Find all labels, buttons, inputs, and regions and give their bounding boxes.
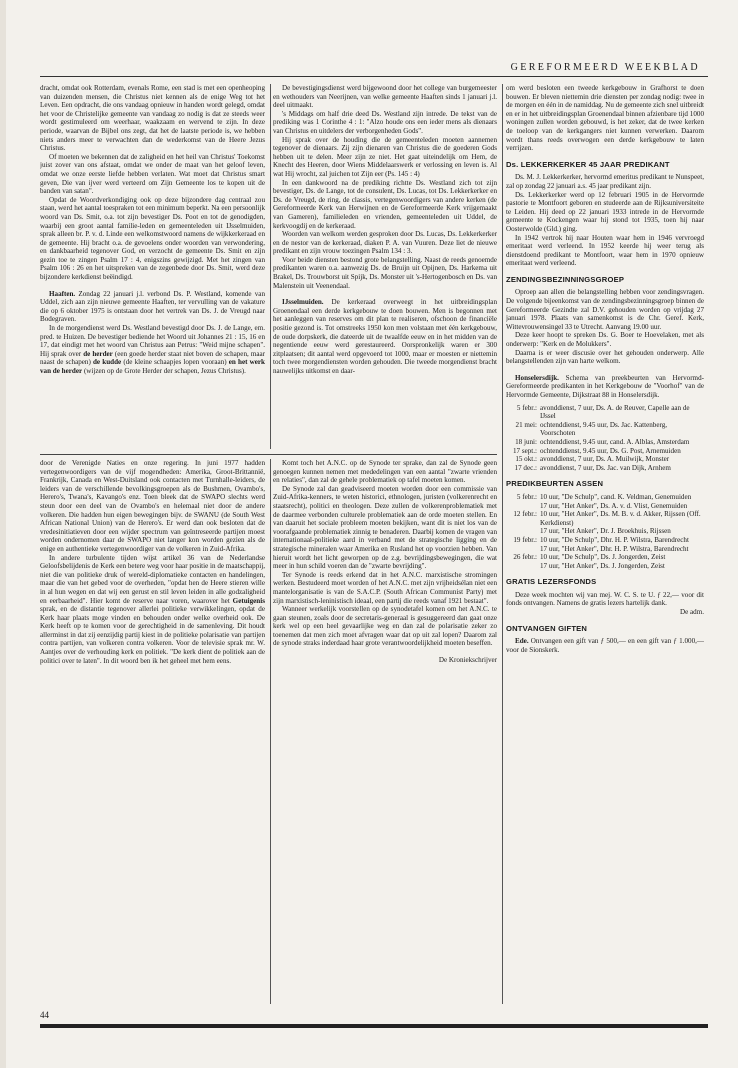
paragraph: De bevestigingsdienst werd bijgewoond door het college van burgemeester en wethouders van Neerijnen, van welke gemeente Haaften sinds 1 januari j.l. deel uitmaakt.	[273, 84, 497, 110]
paragraph: om werd besloten een tweede kerkgebouw in Grafhorst te doen bouwen. Er bleven niettemin drie diensten per zondag nodig: twee in de morgen en één in de namiddag. Nu de gemeente zich snel uitbreidt en er in het uitbreidingsplan Groenendaal binnen afzienbare tijd 1000 woningen zullen worden gebouwd, is het zeker, dat de twee kerken de toeloop van de kerkgangers niet kunnen verwerken. Daarom wordt thans reeds overwogen een derde kerkgebouw te laten verrijzen.	[506, 84, 704, 153]
section-heading-gratis: GRATIS LEZERSFONDS	[506, 577, 597, 587]
scan-edge	[0, 0, 6, 1068]
bottom-bar	[40, 1024, 708, 1028]
column-2-top	[273, 84, 497, 452]
column-divider	[502, 84, 503, 1004]
paragraph: Ds. M. J. Lekkerkerker, hervormd emeritus predikant te Nunspeet, zal op zondag 22 januari a.s. 45 jaar predikant zijn.	[506, 173, 704, 190]
schedule-row: 17 uur, "Het Anker", Ds. A. v. d. Vlist, Genemuiden	[540, 501, 688, 510]
column-2-bottom	[273, 459, 497, 1007]
schedule-row: 12 febr.: 10 uur, "Het Anker", Ds. M. B. v. d. Akker, Rijssen (Off. Kerkdienst)	[513, 510, 701, 527]
paragraph: In 1942 vertrok hij naar Houten waar hem in 1946 vervroegd emeritaat werd verleend. In 1952 keerde hij weer terug als dienstdoend predikant te Montfoort, waar hem in 1970 opnieuw emeritaat werd verleend.	[506, 233, 704, 268]
schedule-row: 15 okt.: avonddienst, 7 uur, Ds. A. Muilwijk, Monster	[515, 455, 670, 464]
place-lead: Ede.	[515, 637, 529, 646]
column-divider	[270, 84, 271, 449]
paragraph: Opdat de Woordverkondiging ook op deze bijzondere dag centraal zou staan, werd het aantal toespraken tot een minimum beperkt. Na een persoonlijk woord van Ds. Smit, o.a. tot zijn bevestiger Ds. Poot en tot de genodigden, waarbij een groot aantal familie-leden en gemeenteleden uit IJsselmuiden, sprak alleen br. P. v. d. Linde een welkomstwoord namens de wijkkerkeraad en de gemeente. Hij bracht o.a. de gevoelens onder woorden van verwondering, en dankbaarheid tegenover God, en verzocht de gemeente Ds. Smit en zijn gezin toe te zingen Psalm 17 : 4, enigszins gewijzigd. Met het zingen van Psalm 106 : 26 en het uitspreken van de zegenbede door Ds. Smit, werd deze bijzondere kerkdienst beëindigd.	[40, 195, 265, 282]
admin-signature: De adm.	[679, 608, 704, 617]
paragraph: Deze week mochten wij van mej. W. C. S. te U. ƒ 22,— voor dit fonds ontvangen. Namens de gratis lezers hartelijk dank.	[506, 590, 704, 608]
schedule-row: 17 uur, "Het Anker", Ds. J. Jongerden, Zeist	[540, 561, 665, 570]
paragraph: De Synode zal dan geadviseerd moeten worden door een commissie van Zuid-Afrika-kenners, te weten historici, ethnologen, juristen (volkerenrecht en staatsrecht), politici en theologen. Deze zullen de volkerenproblematiek met de daarmee verbonden culturele problematiek aan de orde moeten stellen. En van daaruit het sociale probleem moeten bekijken, want dit is niet los van de voorafgaande problematiek zinnig te benaderen. Daarbij komen de vragen van internationaal-politieke aard in verband met de strategische ligging en de strategische mineralen waar Amerika en Rusland het op voorzien hebben. Van hieruit wordt het licht geworpen op de z.g. bevrijdingsbewegingen, die wat meer in hun schild voeren dan de "zwarte bevrijding".	[273, 484, 497, 571]
paragraph: Woorden van welkom werden gesproken door Ds. Lucas, Ds. Lekkerkerker en de nestor van de kerkeraad, diaken P. A. van Vuuren. Deze liet de nieuwe predikant en zijn vrouw toezingen Psalm 134 : 3.	[273, 230, 497, 256]
paragraph: Daarna is er weer discusie over het gehouden onderwerp. Alle belangstellenden zijn van harte welkom.	[506, 348, 704, 366]
running-header: GEREFORMEERD WEEKBLAD	[510, 62, 700, 73]
place-lead: IJsselmuiden.	[282, 298, 324, 307]
section-heading-zending: ZENDINGSBEZINNINGSGROEP	[506, 274, 625, 284]
column-divider	[270, 459, 271, 1004]
schedule-row: 17 sept.: ochtenddienst, 9.45 uur, Ds. G. Post, Arnemuiden	[512, 446, 681, 455]
paragraph: Of moeten we bekennen dat de zaligheid en het heil van Christus' Toekomst juist zover van ons afstaat, omdat we onder de maat van het geloof leven, omdat we onze eerste liefde hebben verlaten. Wat moet dat Christus smart geven, Die van ijver werd verteerd om Zijn Gemeente los te kopen uit de banden van satan".	[40, 152, 265, 196]
schedule-row: 26 febr.: 10 uur, "De Schulp", Ds. J. Jongerden, Zeist	[513, 553, 666, 562]
paragraph: dracht, omdat ook Rotterdam, evenals Rome, een stad is met een openheoping van duizenden mensen, die Christus niet kennen als de enige Weg tot het Leven. Een opdracht, die ons vandaag opnieuw in handen wordt gelegd, omdat het voor de Christelijke gemeente van vandaag zo nodig is dat ze steeds weer wordt gestimuleerd om weerhaar, waakzaam en wervend te zijn. In deze periode, waarvan de Bijbel ons zegt, dat het de laatste periode is, we hebben niets anders meer te verwachten dan de wederkomst van de Heere Jezus Christus.	[40, 84, 265, 153]
paragraph: Hij sprak over de houding die de gemeenteleden moeten aannemen tegenover de dienaars. Zij zijn dienaren van Christus die de goederen Gods hebben uit te delen. Meer zijn ze niet. Het gaat uiteindelijk om Hem, de Knecht des Heeren, door Wiens Middelaarswerk er verlossing en leven is. Al wat Hij wrocht, zal juichen tot Zijn eer (Ps. 145 : 4)	[273, 135, 497, 178]
author-signature: De Kroniekschrijver	[438, 656, 497, 665]
schedule-assen	[506, 493, 704, 570]
paragraph: In de morgendienst werd Ds. Westland bevestigd door Ds. J. de Lange, em. pred. te Huizen. De bevestiger bediende het Woord uit Johannes 21 : 15, 16 en 17, dat eindigt met het woord van Christus aan Petrus: "Weid mijne schapen". Hij sprak over de herder (een goede herder staat niet boven de schapen, maar naast de schapen) de kudde (de kleine schaapjes lopen vooraan) en het werk van de herder (wijzen op de Grote Herder der schapen, Jezus Christus).	[40, 324, 265, 375]
paragraph: door de Verenigde Naties en onze regering. In juni 1977 hadden vertegenwoordigers van de vijf mogendheden: Amerika, Groot-Brittannië, Frankrijk, Canada en West-Duitsland ook contacten met Turnhalle-leiders, de leiders van de verschillende bevolkingsgroepen als de Bushmen, Ovambo's, Herero's, Twana's, Kavango's enz. Toen bleek dat de SWAPO slechts werd steun door een deel van de Ovambo's en helemaal niet door de andere volkeren. Die hadden hun eigen bewegingen bijv. de SWANU (de South West African National Union) van de Herero's. Er werd dan ook besloten dat de vredesinitiatieven door een wijder spectrum van geïntreseerde partijen moest worden ondernomen daar de SWAPO niet langer kon worden gezien als de enige en authentieke vertegenwoordiger van de volkeren in Zuid-Afrika.	[40, 459, 265, 553]
section-heading-giften: ONTVANGEN GIFTEN	[506, 623, 588, 633]
paragraph: In een dankwoord na de prediking richtte Ds. Westland zich tot zijn bevestiger, Ds. de Lange, tot de consulent, Ds. Lucas, tot Ds. Lekkerkerker en Ds. de Vreugd, de ring, de classis, vertegenwoordigers van andere kerken (de Gereformeerde Kerk van Herwijnen en de Gereformeerde Kerk vrijgemaakt van Gameren), familieleden en vrienden, gemeenteleden uit Uddel, de kerkvoogdij en de kerkeraad.	[273, 178, 497, 230]
paragraph: Ter Synode is reeds erkend dat in het A.N.C. marxistische stromingen werken. Bestudeerd moet worden of het A.N.C. met zijn vrijheidsélan niet een mantelorganisatie is van de S.A.C.P. (South African Communist Party) met zijn marxistisch-leninistisch ideaal, een partij die reeds vanaf 1921 bestaat".	[273, 570, 497, 605]
place-lead: Haaften.	[49, 289, 76, 298]
paragraph-ijsselmuiden: IJsselmuiden. De kerkeraad overweegt in het uitbreidingsplan Groenendaal een derde kerkgebouw te doen bouwen. Men is begonnen met het aanleggen van reserves om dit plan te realiseren, ofschoon de financiële positie gezond is. Tot omstreeks 1950 kon men volstaan met één kerkgebouw, de oude dorpskerk, die dateerde uit de twaalfde eeuw en in het midden van de negentiende eeuw werd gerestaureerd. Oorspronkelijk waren er 300 zitplaatsen; dit aantal werd opgevoerd tot 1000, maar er moesten er niettemin toch twee morgendiensten worden gehouden. Die tweede morgendienst bracht nauwelijks uitkomst en daar-	[273, 298, 497, 375]
paragraph: Wanneer werkelijk voorstellen op de synodetafel komen om het A.N.C. te gaan steunen, zoals door de secretaris-generaal is gesuggereerd dan gaat onze kerk wel op een heel gevaarlijke weg en dan zal de polarisatie zeker zo toenemen dat men zich moet afvragen waar dat op uit zal lopen? Daarom zal de synode straks inderdaad haar grote verantwoordelijkheid moeten beseffen.	[273, 605, 497, 648]
section-heading-assen: PREDIKBEURTEN ASSEN	[506, 479, 604, 489]
schedule-row: 17 uur, "Het Anker", Dr. J. Broekhuis, Rijssen	[540, 527, 671, 536]
paragraph: Komt toch het A.N.C. op de Synode ter sprake, dan zal de Synode geen genoegen kunnen nemen met mededelingen van een aantal "zwarte vrienden en relaties", dan zal de gehele problematiek op tafel moeten komen.	[273, 459, 497, 485]
page-number: 44	[40, 1010, 49, 1020]
section-rule	[40, 454, 497, 455]
paragraph-haaften: Haaften. Zondag 22 januari j.l. verbond Ds. P. Westland, komende van Uddel, zich aan zijn nieuwe gemeente Haaften, ter vervulling van de vakature die op 6 oktober 1975 is ontstaan door het vertrek van Ds. J. de Vreugd naar Bodegraven.	[40, 289, 265, 324]
schedule-row: 18 juni: ochtenddienst, 9.45 uur, cand. A. Alblas, Amsterdam	[515, 437, 690, 446]
schedule-row: 5 febr.: avonddienst, 7 uur, Ds. A. de Reuver, Capelle aan de IJssel	[516, 403, 690, 421]
paragraph: 's Middags om half drie deed Ds. Westland zijn intrede. De tekst van de prediking was 1 Corinthe 4 : 1: "Alzo houde ons een ieder mens als dienaars van Christus en uitdelers der verborgenheden Gods".	[273, 109, 497, 135]
paragraph: Oproep aan allen die belangstelling hebben voor zendingsvragen. De volgende bijeenkomst van de zendingsbezinningsgroep binnen de Gereformeerde Gezindte zal D.V. gehouden worden op vrijdag 27 januari 1978. Plaats van samenkomst is de Chr. Geref. Kerk, Wittevrouwensingel 33 te Utrecht. Aanvang 19.00 uur.	[506, 288, 704, 331]
paragraph-ede: Ede. Ontvangen een gift van ƒ 500,— en een gift van ƒ 1.000,— voor de Sionskerk.	[506, 637, 704, 654]
paragraph: Voor beide diensten bestond grote belangstelling. Naast de reeds genoemde predikanten waren o.a. aanwezig Ds. de Bruijn uit Opijnen, Ds. Harkema uit Brakel, Ds. Trouwborst uit Spijk, Ds. Monster uit 's-Hertogenbosch en Ds. van Malenstein uit Veenendaal.	[273, 255, 497, 290]
schedule-row: 17 uur, "Het Anker", Dhr. H. P. Wilstra, Barendrecht	[540, 544, 689, 553]
paragraph-honselersdijk: Honselersdijk. Schema van preekbeurten van Hervormd-Gereformeerde predikanten in het Kerkgebouw de "Voorhof" van de Hervormde Gemeente, Dijkstraat 88 in Honselersdijk.	[506, 373, 704, 399]
schedule-row: 21 mei: ochtenddienst, 9.45 uur, Ds. Jac. Kattenberg, Voorschoten	[515, 420, 668, 438]
column-1-bottom	[40, 459, 265, 1007]
schedule-row: 17 dec.: avonddienst, 7 uur, Ds. Jac. van Dijk, Arnhem	[514, 463, 671, 472]
header-rule	[40, 76, 708, 77]
schedule-row: 19 febr.: 10 uur, "De Schulp", Dhr. H. P. Wilstra, Barendrecht	[513, 535, 689, 544]
column-1-top	[40, 84, 265, 452]
place-lead: Honselersdijk.	[515, 373, 559, 382]
schedule-honselersdijk	[506, 404, 704, 473]
schedule-row: 5 febr.: 10 uur, "De Schulp", cand. K. Veldman, Genemuiden	[516, 492, 692, 501]
paragraph: In andere turbulente tijden wijst artikel 36 van de Nederlandse Geloofsbelijdenis de Kerk een betere weg voor haar positie in de maatschappij, niet die van politieke druk of wereld-diplomatieke contacten en handelingen, maar die van het gebed voor de overheden, "opdat hen de Heere stieren wille in al hun wegen en dat wij een gerust en stil leven leiden in alle godzaligheid en eerbaarheid". Hier komt de reserve naar voren, waarover het Getuigenis sprak, en de distantie tegenover allerlei politieke verwikkelingen, opdat de Kerk haar plaats moge vinden en behouden onder welke overheid ook. De Kerk heeft op te komen voor de gerechtigheid in de samenleving. Dit houdt allerminst in dat zij eenzijdig partij kiest in de politieke polarisatie van partijen contra partijen, van volkeren contra volkeren. Voor de televisie sprak mr. W. Aantjes over de verhouding kerk en politiek. "De kerk dient de politiek aan de politici over te laten". In dit woord ben ik het geheel met hem eens.	[40, 553, 265, 665]
paragraph: Ds. Lekkerkerker werd op 12 februari 1905 in de Hervormde pastorie te Montfoort geboren en studeerde aan de Rijksuniversiteite te Leiden. Hij deed op 22 januari 1933 intrede in de Hervormde gemeente te Kockengen waar hij stond tot 1935, toen hij naar Oosterwolde (Gld.) ging.	[506, 190, 704, 233]
column-3	[506, 84, 704, 1008]
paragraph: Deze keer hoopt te spreken Ds. G. Boer te Hoevelaken, met als onderwerp: "Kerk en de Molukkers".	[506, 331, 704, 349]
section-heading-lekkerkerker: Ds. LEKKERKERKER 45 JAAR PREDIKANT	[506, 159, 670, 169]
